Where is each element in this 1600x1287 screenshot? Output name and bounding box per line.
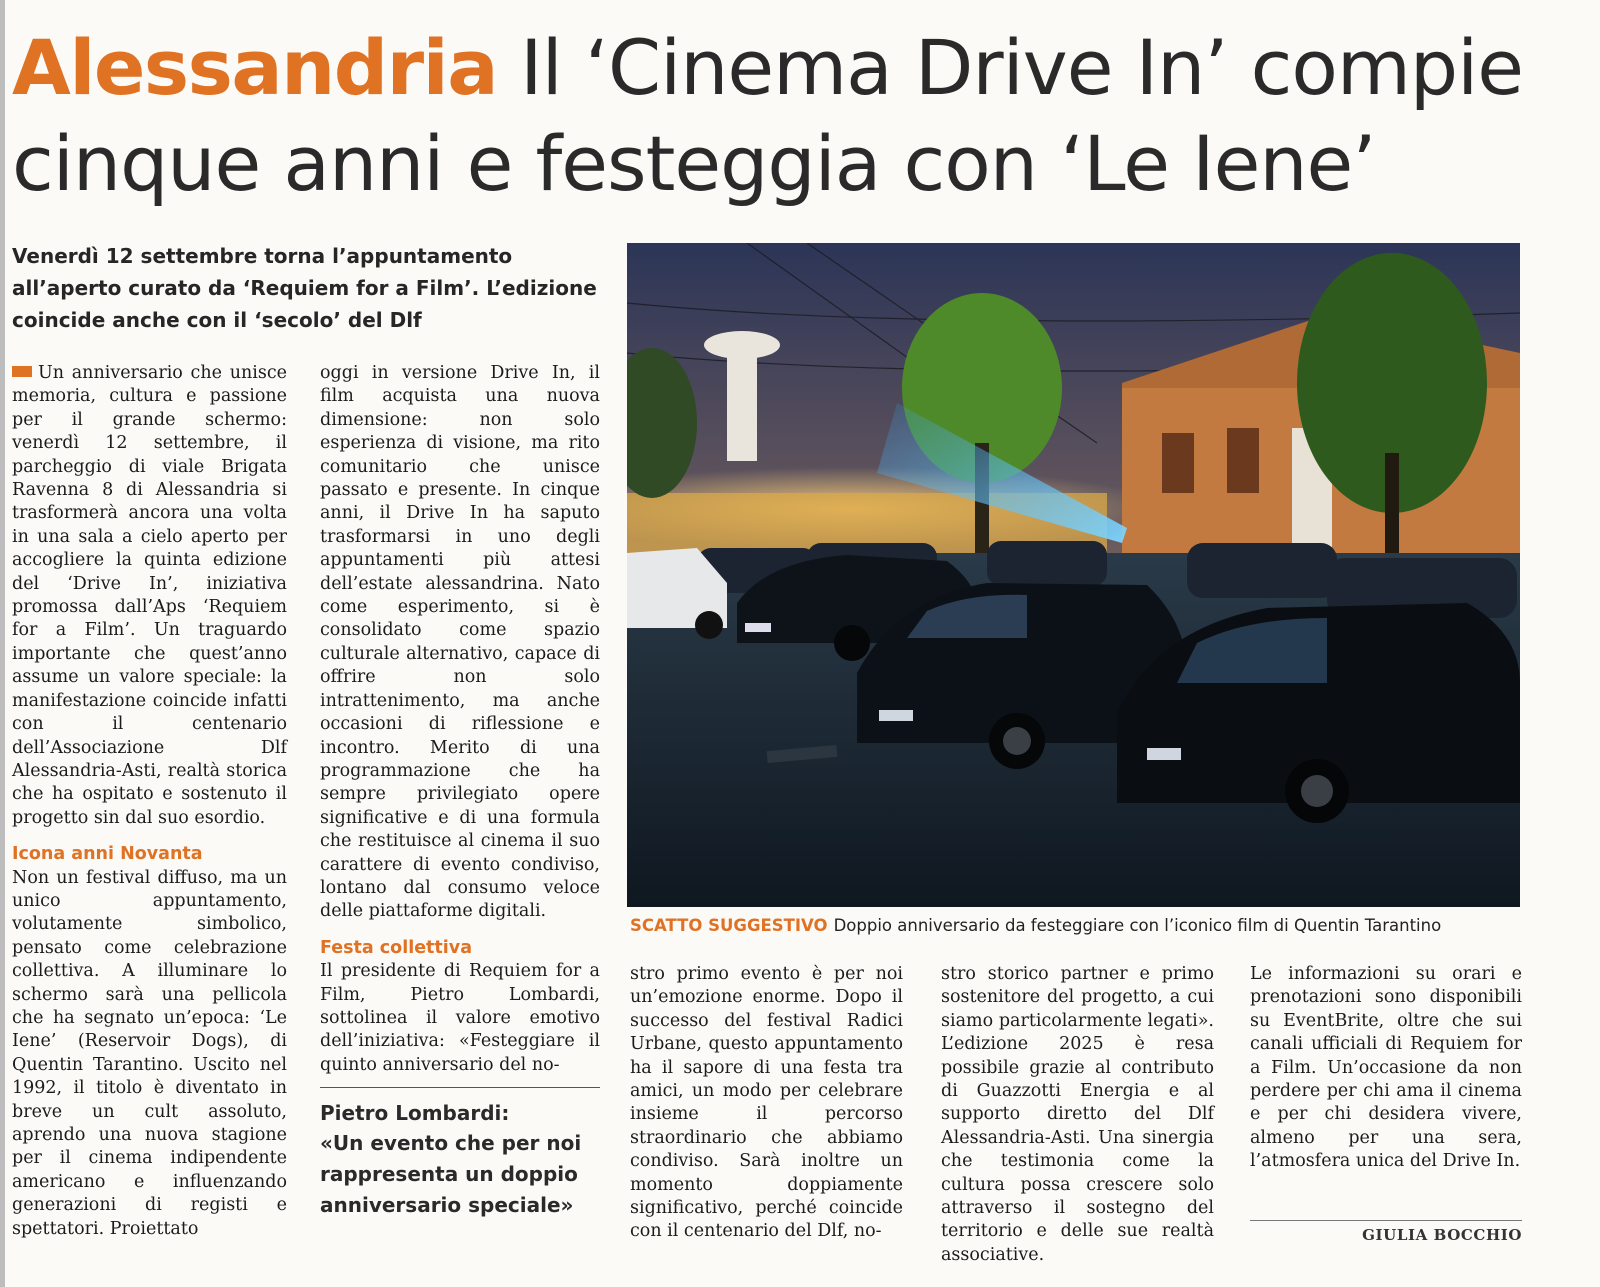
- page-edge: [0, 0, 5, 1287]
- pullquote-rule: [320, 1087, 600, 1088]
- body-paragraph-3a: Il presidente di Requiem for a Film, Pietro Lombardi, sottolinea il valore emotivo dell’iniziativa: «Festeggiare il quinto anniversario del no-: [320, 961, 600, 1075]
- article-photo: [627, 243, 1520, 907]
- byline: GIULIA BOCCHIO: [1362, 1226, 1522, 1244]
- drive-in-night-photo: [627, 243, 1520, 907]
- body-paragraph-2a: Non un festival diffuso, ma un unico appuntamento, volutamente simbolico, pensato come celebrazione collettiva. A illuminare lo schermo sarà una pellicola che ha segnato un’epoca: ‘Le Iene’ (Reservoir Dogs), di Quentin Tarantino. Uscito nel 1992, il titolo è diventato in breve un cult assoluto, aprendo una nuova stagione per il cinema indipendente americano e influenzando generazioni di registi e spettatori. Proiettato: [12, 867, 287, 1239]
- body-paragraph-3c: stro storico partner e primo sostenitore del progetto, a cui siamo particolarmente legati». L’edizione 2025 è resa possibile grazie al contributo di Guazzotti Energia e al supporto diretto del Dlf Alessandria-Asti. Una sinergia che testimonia come la cultura possa crescere solo attraverso il sostegno del territorio e delle sue realtà associative.: [941, 964, 1214, 1265]
- subhead: Venerdì 12 settembre torna l’appuntamento all’aperto curato da ‘Requiem for a Film’. L’edizione coincide anche con il ‘secolo’ del Dlf: [12, 244, 597, 332]
- lead-marker: [12, 366, 32, 377]
- photo-caption: [630, 915, 1530, 937]
- caption-text: Doppio anniversario da festeggiare con l’iconico film di Quentin Tarantino: [833, 916, 1442, 935]
- pullquote-name: Pietro Lombardi:: [320, 1101, 510, 1125]
- column-5: [1250, 963, 1522, 1174]
- column-4: [941, 963, 1214, 1267]
- headline: [12, 20, 1572, 212]
- column-2: [320, 362, 600, 1077]
- subheading-festa: Festa collettiva: [320, 937, 473, 958]
- byline-rule: [1250, 1220, 1522, 1221]
- subheading-icona: Icona anni Novanta: [12, 844, 203, 865]
- column-3: [630, 963, 903, 1244]
- headline-text: Il ‘Cinema Drive In’ compie cinque anni e festeggia con ‘Le Iene’: [12, 23, 1523, 208]
- body-paragraph-2b: oggi in versione Drive In, il film acquista una nuova dimensione: non solo esperienza di visione, ma rito comunitario che unisce passato e presente. In cinque anni, il Drive In ha saputo trasformarsi in uno degli appuntamenti più attesi dell’estate alessandrina. Nato come esperimento, si è consolidato come spazio culturale alternativo, capace di offrire non solo intrattenimento, ma anche occasioni di riflessione e incontro. Merito di una programmazione che ha sempre privilegiato opere significative e di una formula che restituisce al cinema il suo carattere di evento condiviso, lontano dal consumo veloce delle piattaforme digitali.: [320, 363, 600, 922]
- pullquote-text: «Un evento che per noi rappresenta un doppio anniversario speciale»: [320, 1131, 582, 1217]
- caption-label: SCATTO SUGGESTIVO: [630, 916, 828, 935]
- headline-city: Alessandria: [12, 23, 497, 112]
- body-paragraph-3b: stro primo evento è per noi un’emozione enorme. Dopo il successo del festival Radici Urbane, questo appuntamento ha il sapore di una festa tra amici, un modo per celebrare insieme il percorso straordinario che abbiamo condiviso. Sarà inoltre un momento doppiamente significativo, perché coincide con il centenario del Dlf, no-: [630, 964, 903, 1242]
- column-1: [12, 362, 287, 1241]
- lead-paragraph: Un anniversario che unisce memoria, cultura e passione per il grande schermo: venerdì 12 settembre, il parcheggio di viale Brigata Ravenna 8 di Alessandria si trasformerà ancora una volta in una sala a cielo aperto per accogliere la quinta edizione del ‘Drive In’, iniziativa promossa dall’Aps ‘Requiem for a Film’. Un traguardo importante che quest’anno assume un valore speciale: la manifestazione coincide infatti con il centenario dell’Associazione Dlf Alessandria-Asti, realtà storica che ha ospitato e sostenuto il progetto sin dal suo esordio.: [12, 363, 287, 828]
- body-paragraph-3d: Le informazioni su orari e prenotazioni sono disponibili su EventBrite, oltre che sui canali ufficiali di Requiem for a Film. Un’occasione da non perdere per chi ama il cinema e per chi desidera vivere, almeno per una sera, l’atmosfera unica del Drive In.: [1250, 964, 1522, 1172]
